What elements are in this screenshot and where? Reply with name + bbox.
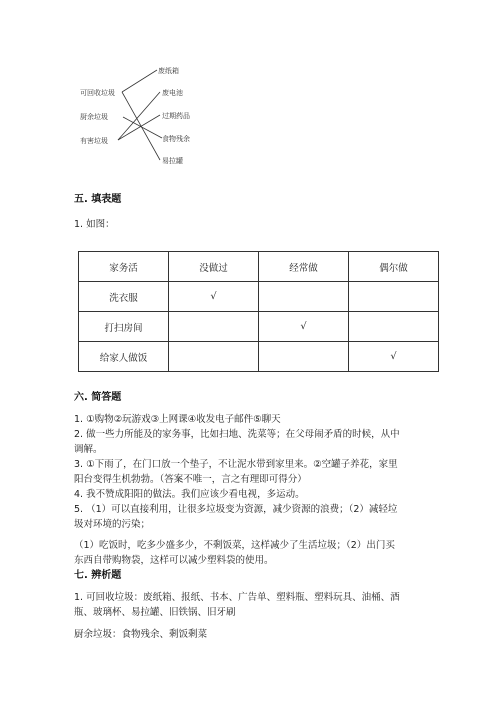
match-line-hazard-battery xyxy=(118,92,160,140)
table-cell xyxy=(169,312,259,342)
table-header: 经常做 xyxy=(259,252,349,282)
section5-title: 五. 填表题 xyxy=(74,194,122,205)
table-header: 没做过 xyxy=(169,252,259,282)
answer-line: 东西自带购物袋，这样可以减少塑料袋的使用。 xyxy=(74,555,274,566)
table-cell-task: 洗衣服 xyxy=(79,282,169,312)
table-cell xyxy=(349,312,439,342)
match-left-1: 可回收垃圾 xyxy=(80,89,115,97)
chores-table xyxy=(78,251,439,372)
answer-line: （1）吃饭时，吃多少盛多少，不剩饭菜，这样减少了生活垃圾；（2）出门买 xyxy=(74,540,395,551)
table-row xyxy=(79,312,439,342)
table-row xyxy=(79,342,439,372)
section5-intro: 1. 如图： xyxy=(74,219,115,230)
table-cell xyxy=(169,342,259,372)
table-cell: √ xyxy=(349,342,439,372)
section7-title: 七. 辨析题 xyxy=(74,570,122,581)
answer-line: 调解。 xyxy=(74,444,103,455)
match-line-recyclable-paper xyxy=(122,70,157,92)
analysis-line: 1. 可回收垃圾：废纸箱、报纸、书本、广告单、塑料瓶、塑料玩具、油桶、酒 xyxy=(74,592,400,603)
match-left-3: 有害垃圾 xyxy=(80,137,108,145)
answer-line: 1. ①购物②玩游戏③上网课④收发电子邮件⑤聊天 xyxy=(74,414,281,425)
table-cell-task: 给家人做饭 xyxy=(79,342,169,372)
table-header: 偶尔做 xyxy=(349,252,439,282)
analysis-line: 厨余垃圾：食物残余、剩饭剩菜 xyxy=(74,629,208,640)
table-cell xyxy=(259,342,349,372)
match-right-4: 食物残余 xyxy=(162,135,190,143)
table-cell xyxy=(349,282,439,312)
match-right-1: 废纸箱 xyxy=(158,67,179,75)
answer-line: 2. 做一些力所能及的家务事，比如扫地、洗菜等；在父母闹矛盾的时候，从中 xyxy=(74,429,400,440)
table-cell-task: 打扫房间 xyxy=(79,312,169,342)
answer-line: 阳台变得生机勃勃。（答案不唯一，言之有理即可得分） xyxy=(74,474,307,485)
match-right-3: 过期药品 xyxy=(162,112,190,120)
match-line-hazard-medicine xyxy=(118,115,160,140)
analysis-line: 瓶、玻璃杯、易拉罐、旧铁锅、旧牙刷 xyxy=(74,607,236,618)
section6-title: 六. 简答题 xyxy=(74,392,122,403)
match-right-2: 废电池 xyxy=(162,89,183,97)
match-right-5: 易拉罐 xyxy=(162,157,183,165)
answer-line: 5. （1）可以直接利用，让很多垃圾变为资源，减少资源的浪费；（2）减轻垃 xyxy=(74,504,398,515)
table-cell xyxy=(259,282,349,312)
table-header: 家务活 xyxy=(79,252,169,282)
matching-lines xyxy=(0,0,500,180)
match-left-2: 厨余垃圾 xyxy=(80,113,108,121)
answer-line: 4. 我不赞成阳阳的做法。我们应该少看电视，多运动。 xyxy=(74,489,305,500)
table-cell: √ xyxy=(169,282,259,312)
table-row xyxy=(79,282,439,312)
table-cell: √ xyxy=(259,312,349,342)
table-header-row xyxy=(79,252,439,282)
answer-line: 3. ①下雨了，在门口放一个垫子，不让泥水带到家里来。②空罐子养花，家里 xyxy=(74,459,398,470)
answer-line: 圾对环境的污染； xyxy=(74,519,151,530)
